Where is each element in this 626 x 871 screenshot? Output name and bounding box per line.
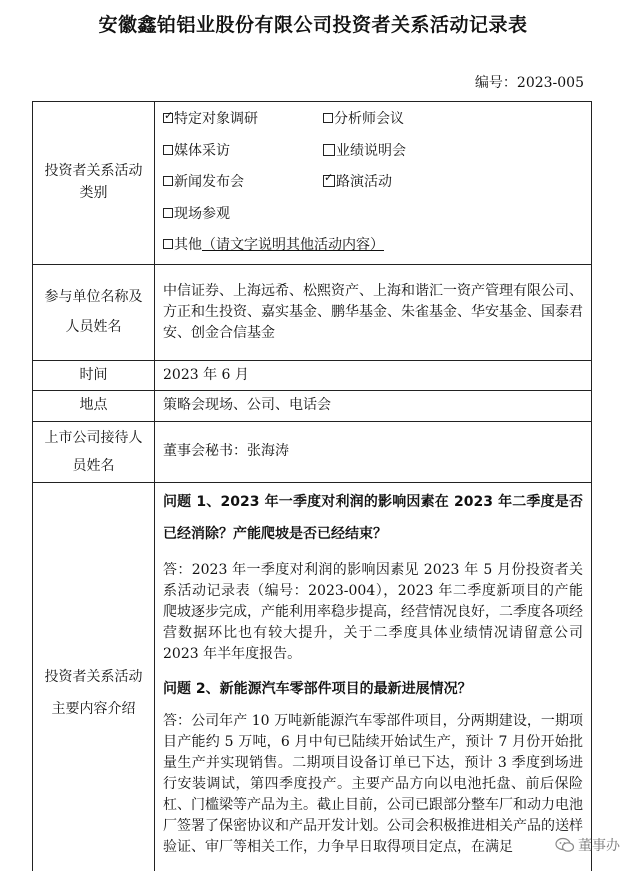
reception-label: 上市公司接待人员姓名 (33, 422, 155, 483)
location-value: 策略会现场、公司、电话会 (155, 391, 592, 422)
option-earnings-call[interactable]: 业绩说明会 (323, 136, 406, 168)
wechat-icon (555, 837, 575, 853)
option-press-conference[interactable]: 新闻发布会 (163, 167, 323, 199)
checkbox-icon[interactable] (323, 144, 335, 156)
location-label: 地点 (33, 391, 155, 422)
reception-value: 董事会秘书：张海涛 (155, 422, 592, 483)
participants-value: 中信证券、上海远希、松熙资产、上海和谐汇一资产管理有限公司、方正和生投资、嘉实基金、鹏华基金、朱雀基金、华安基金、国泰君安、创金合信基金 (155, 264, 592, 360)
reception-row (33, 422, 592, 483)
watermark-text: 董事办 (578, 838, 620, 854)
location-row (33, 391, 592, 422)
checkbox-checked-icon[interactable] (323, 175, 335, 187)
checkbox-icon[interactable] (163, 208, 173, 218)
answer-1: 答：2023 年一季度对利润的影响因素见 2023 年 5 月份投资者关系活动记录表（编号：2023-004），2023 年二季度新项目的产能爬坡逐步完成，产能利用率稳步提高，经营情况良好，二季度各项经营数据环比也有较大提升，关于二季度具体业绩情况请留意公司 2023 年半年度报告。 (163, 562, 583, 663)
answer-2: 答：公司年产 10 万吨新能源汽车零部件项目，分两期建设，一期项目产能约 5 万吨，6 月中旬已陆续开始试生产，预计 7 月份开始批量生产并实现销售。二期项目设备订单已下达，预计 3 季度到场进行安装调试，第四季度投产。主要产品方向以电池托盘、前后保险杠、门槛梁等产品为主。截止目前，公司已跟部分整车厂和动力电池厂签署了保密协议和产品开发计划。公司会积极推进相关产品的送样验证、审厂等相关工作，力争早日取得项目定点，在满足 (163, 713, 583, 856)
watermark (555, 835, 620, 855)
time-value: 2023 年 6 月 (155, 360, 592, 391)
page-title: 安徽鑫铂铝业股份有限公司投资者关系活动记录表 (98, 14, 528, 36)
content-row (33, 483, 592, 871)
checkbox-icon[interactable] (163, 145, 173, 155)
participants-label: 参与单位名称及人员姓名 (33, 264, 155, 360)
content-value (155, 483, 592, 871)
time-label: 时间 (33, 360, 155, 391)
question-2: 问题 2、新能源汽车零部件项目的最新进展情况？ (163, 681, 472, 698)
option-media-interview[interactable]: 媒体采访 (163, 136, 323, 168)
option-other[interactable]: 其他（请文字说明其他活动内容） (163, 230, 583, 262)
category-options (155, 102, 592, 265)
category-label: 投资者关系活动类别 (33, 102, 155, 265)
checkbox-icon[interactable] (163, 176, 173, 186)
option-specific-research[interactable]: ✓特定对象调研 (163, 104, 323, 136)
category-row (33, 102, 592, 265)
checkbox-icon[interactable] (163, 239, 173, 249)
participants-row (33, 264, 592, 360)
time-row (33, 360, 592, 391)
other-note: （请文字说明其他活动内容） (202, 237, 384, 253)
option-roadshow[interactable]: ✓ 路演活动 (323, 167, 392, 199)
option-analyst-meeting[interactable]: 分析师会议 (323, 104, 404, 136)
document-number: 编号：2023-005 (474, 75, 584, 91)
content-label: 投资者关系活动主要内容介绍 (33, 483, 155, 871)
checkbox-checked-icon[interactable] (163, 113, 173, 123)
checkbox-icon[interactable] (323, 113, 333, 123)
record-table (32, 101, 592, 871)
question-1: 问题 1、2023 年一季度对利润的影响因素在 2023 年二季度是否已经消除？产能爬坡是否已经结束？ (163, 494, 583, 543)
option-site-visit[interactable]: 现场参观 (163, 199, 583, 231)
